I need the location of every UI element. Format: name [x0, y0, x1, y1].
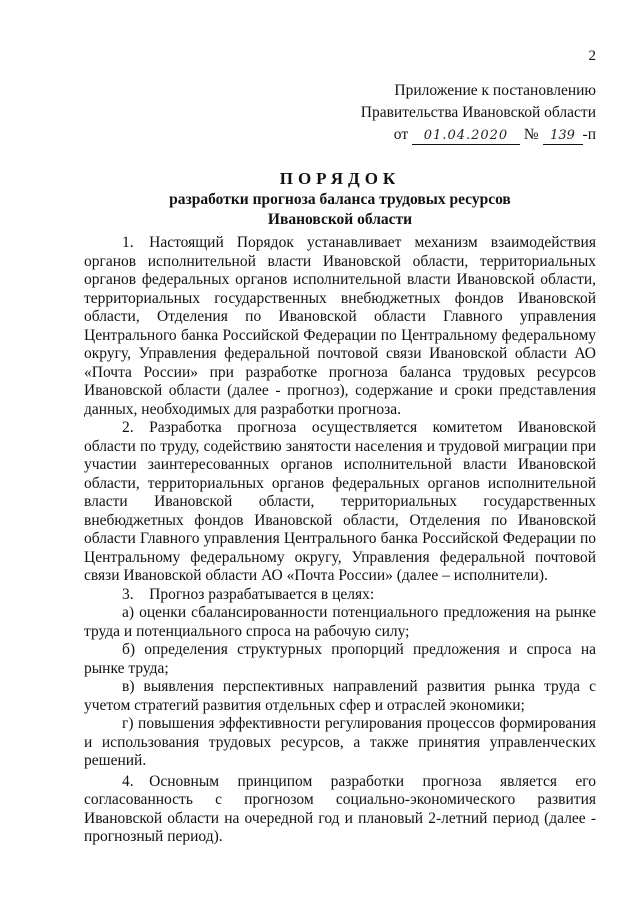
paragraph-2: 2. Разработка прогноза осуществляется комитетом Ивановской области по труду, содействию занятости населения и трудовой миграции при участии заинтересованных органов исполнительной власти Ивановской области, территориальных органов федеральных органов исполнительной власти Ивановской области, территориальных государственных внебюджетных фондов Ивановской области, Отделения по Ивановской области Главного управления Центрального банка Российской Федерации по Центральному федеральному округу, Управления федеральной почтовой связи Ивановской области АО «Почта России» (далее – исполнители).: [84, 419, 596, 584]
handwritten-date: 01.04.2020: [412, 128, 520, 145]
document-title: ПОРЯДОК: [279, 169, 401, 188]
document-subtitle-line-2: Ивановской области: [267, 211, 413, 228]
paragraph-3d: г) повышения эффективности регулирования процессов формирования и использования трудовых ресурсов, а также принятия управленческих решений.: [84, 715, 596, 769]
paragraph-3b: б) определения структурных пропорций предложения и спроса на рынке труда;: [84, 641, 596, 677]
paragraph-3: 3. Прогноз разрабатывается в целях:: [122, 585, 375, 603]
number-prefix: №: [523, 126, 539, 143]
appendix-line-1: Приложение к постановлению: [394, 82, 596, 99]
paragraph-3a: а) оценки сбалансированности потенциального предложения на рынке труда и потенциального спроса на рабочую силу;: [84, 604, 596, 640]
page-number: 2: [588, 48, 596, 64]
appendix-header: [361, 80, 596, 146]
appendix-line-2: Правительства Ивановской области: [360, 104, 596, 121]
document-body: [84, 234, 596, 847]
number-suffix: -п: [582, 126, 596, 143]
handwritten-number: 139: [543, 128, 583, 145]
date-prefix: от: [393, 126, 409, 143]
document-subtitle-line-1: разработки прогноза баланса трудовых ресурсов: [169, 191, 511, 208]
document-title-block: [84, 168, 596, 230]
appendix-date-number: [361, 124, 596, 146]
paragraph-4: 4. Основным принципом разработки прогноза является его согласованность с прогнозом социально-экономического развития Ивановской области на очередной год и плановый 2-летний период (далее - прогнозный период).: [84, 772, 596, 845]
paragraph-3c: в) выявления перспективных направлений развития рынка труда с учетом стратегий развития отдельных сфер и отраслей экономики;: [84, 678, 596, 714]
paragraph-1: 1. Настоящий Порядок устанавливает механизм взаимодействия органов исполнительной власти Ивановской области, территориальных органов федеральных органов исполнительной власти Ивановской области, территориальных государственных внебюджетных фондов Ивановской области, Отделения по Ивановской области Главного управления Центрального банка Российской Федерации по Центральному федеральному округу, Управления федеральной почтовой связи Ивановской области АО «Почта России» при разработке прогноза баланса трудовых ресурсов Ивановской области (далее - прогноз), содержание и сроки представления данных, необходимых для разработки прогноза.: [84, 234, 596, 418]
